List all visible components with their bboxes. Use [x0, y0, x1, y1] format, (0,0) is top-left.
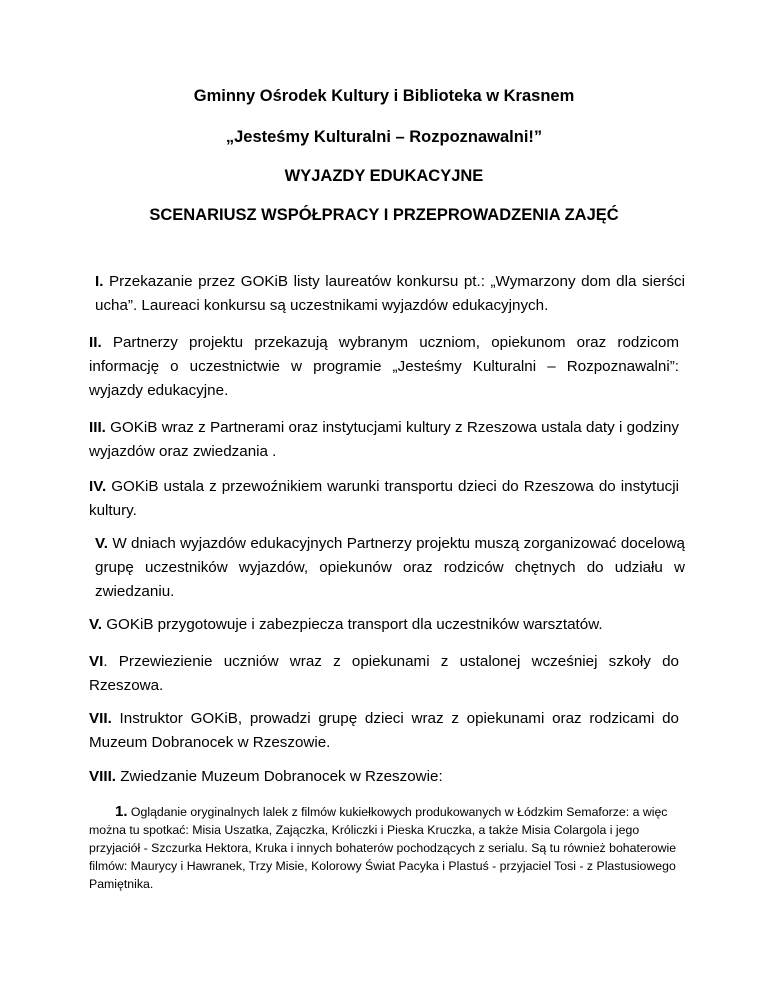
point-3 [89, 416, 679, 464]
point-1 [89, 270, 685, 318]
point-text: GOKiB ustala z przewoźnikiem warunki transportu dzieci do Rzeszowa do instytucji kultury. [89, 478, 679, 519]
project-title: „Jesteśmy Kulturalni – Rozpoznawalni!” [225, 128, 543, 146]
point-6 [89, 613, 679, 637]
point-number: I. [95, 273, 104, 290]
point-text: . Przewiezienie uczniów wraz z opiekunami z ustalonej wcześniej szkoły do Rzeszowa. [89, 653, 679, 694]
point-9 [89, 765, 679, 789]
point-7 [89, 650, 679, 698]
subpoint-text: Oglądanie oryginalnych lalek z filmów kukiełkowych produkowanych w Łódzkim Semaforze: a więc można tu spotkać: Misia Uszatka, Zajączka, Króliczki i Pieska Kruczka, a także Misia Colargola i jego przyjaciół - Szczurka Hektora, Kruka i innych bohaterów pochodzących z serialu. Są tu również bohaterowie filmów: Maurycy i Hawranek, Trzy Misie, Kolorowy Świat Pacyka i Plastuś - przyjaciel Tosi - z Plastusiowego Pamiętnika. [89, 805, 677, 891]
subpoint-number: 1. [115, 803, 128, 820]
point-text: Partnerzy projektu przekazują wybranym uczniom, opiekunom oraz rodzicom informację o uczestnictwie w programie „Jesteśmy Kulturalni – Rozpoznawalni”: wyjazdy edukacyjne. [89, 334, 679, 399]
point-number: V. [89, 616, 102, 633]
subpoint-1 [89, 803, 679, 893]
point-number: V. [95, 535, 108, 552]
point-text: Zwiedzanie Muzeum Dobranocek w Rzeszowie: [116, 768, 443, 785]
point-text: Instruktor GOKiB, prowadzi grupę dzieci wraz z opiekunami oraz rodzicami do Muzeum Dobranocek w Rzeszowie. [89, 710, 679, 751]
scenario-title: SCENARIUSZ WSPÓŁPRACY I PRZEPROWADZENIA ZAJĘĆ [149, 206, 619, 224]
point-text: GOKiB wraz z Partnerami oraz instytucjami kultury z Rzeszowa ustala daty i godziny wyjazdów oraz zwiedzania . [89, 419, 679, 460]
org-title: Gminny Ośrodek Kultury i Biblioteka w Krasnem [193, 87, 575, 105]
point-5 [89, 532, 685, 604]
point-number: VIII. [89, 768, 117, 785]
point-number: II. [89, 334, 102, 351]
section-title: WYJAZDY EDUKACYJNE [284, 167, 484, 185]
point-text: W dniach wyjazdów edukacyjnych Partnerzy projektu muszą zorganizować docelową grupę uczestników wyjazdów, opiekunów oraz rodziców chętnych do udziału w zwiedzaniu. [95, 535, 685, 600]
point-number: III. [89, 419, 106, 436]
point-number: VII. [89, 710, 112, 727]
point-2 [89, 331, 679, 403]
point-number: VI [89, 653, 104, 670]
point-text: GOKiB przygotowuje i zabezpiecza transport dla uczestników warsztatów. [101, 616, 603, 633]
point-text: Przekazanie przez GOKiB listy laureatów konkursu pt.: „Wymarzony dom dla sierści ucha”. Laureaci konkursu są uczestnikami wyjazdów edukacyjnych. [95, 273, 685, 314]
point-number: IV. [89, 478, 107, 495]
point-8 [89, 707, 679, 755]
point-4 [89, 475, 679, 523]
